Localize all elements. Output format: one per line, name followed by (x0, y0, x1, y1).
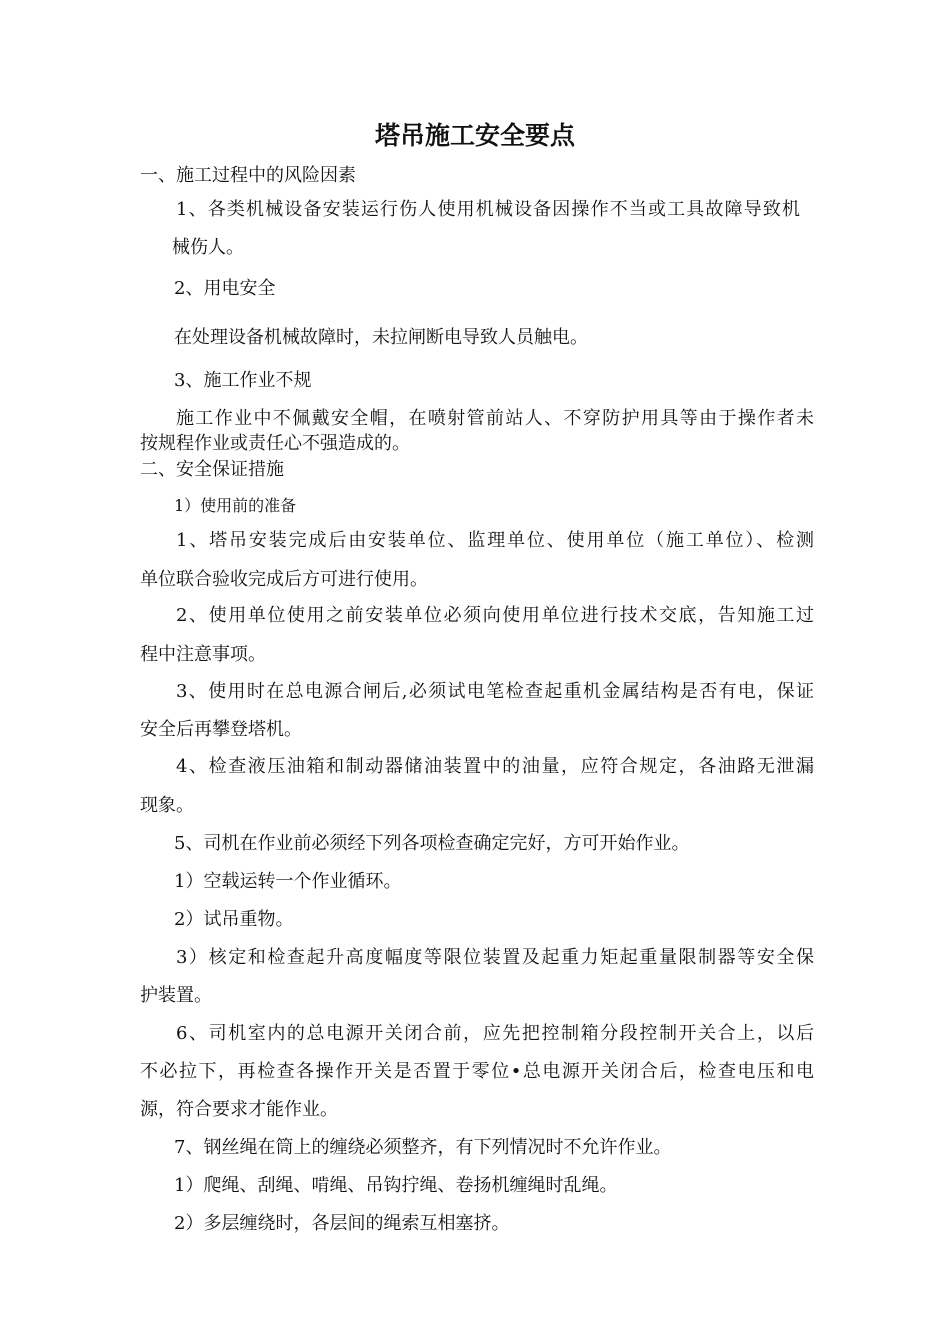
paragraph-line: 施工作业中不佩戴安全帽，在喷射管前站人、不穿防护用具等由于操作者未 (176, 408, 814, 429)
list-item: 3）核定和检查起升高度幅度等限位装置及起重力矩起重量限制器等安全保 (176, 947, 814, 968)
paragraph-line: 单位联合验收完成后方可进行使用。 (140, 569, 428, 590)
paragraph-line: 源，符合要求才能作业。 (140, 1099, 338, 1120)
paragraph-line: 1、塔吊安装完成后由安装单位、监理单位、使用单位（施工单位）、检测 (176, 530, 814, 551)
document-title: 塔吊施工安全要点 (374, 121, 575, 150)
paragraph-line: 安全后再攀登塔机。 (140, 719, 302, 740)
paragraph-line: 6、司机室内的总电源开关闭合前，应先把控制箱分段控制开关合上，以后 (176, 1023, 814, 1044)
section-heading: 二、安全保证措施 (140, 459, 284, 480)
list-item: 2）试吊重物。 (174, 909, 294, 930)
list-item: 2）多层缠绕时，各层间的绳索互相塞挤。 (174, 1213, 510, 1234)
paragraph-line: 1、各类机械设备安装运行伤人使用机械设备因操作不当或工具故障导致机 (176, 199, 800, 220)
paragraph-line: 5、司机在作业前必须经下列各项检查确定完好，方可开始作业。 (174, 833, 690, 854)
paragraph-line: 在处理设备机械故障时，未拉闸断电导致人员触电。 (174, 327, 588, 348)
paragraph-line: 7、钢丝绳在筒上的缠绕必须整齐，有下列情况时不允许作业。 (174, 1137, 672, 1158)
subsection-heading: 2、用电安全 (174, 278, 276, 299)
paragraph-line: 程中注意事项。 (140, 644, 266, 665)
section-heading: 一、施工过程中的风险因素 (140, 165, 356, 186)
paragraph-line: 3、使用时在总电源合闸后,必须试电笔检查起重机金属结构是否有电，保证 (176, 681, 814, 702)
paragraph-line: 械伤人。 (172, 237, 244, 258)
paragraph-line: 2、使用单位使用之前安装单位必须向使用单位进行技术交底，告知施工过 (176, 605, 814, 626)
paragraph-line: 4、检查液压油箱和制动器储油装置中的油量，应符合规定，各油路无泄漏 (176, 756, 814, 777)
list-item: 1）爬绳、刮绳、啃绳、吊钩拧绳、卷扬机缠绳时乱绳。 (174, 1175, 618, 1196)
list-item: 1）空载运转一个作业循环。 (174, 871, 402, 892)
paragraph-line: 现象。 (140, 795, 194, 816)
paragraph-line: 不必拉下，再检查各操作开关是否置于零位•总电源开关闭合后，检查电压和电 (140, 1061, 814, 1082)
subsection-heading: 3、施工作业不规 (174, 370, 312, 391)
paragraph-line: 护装置。 (140, 985, 212, 1006)
paragraph-line: 按规程作业或责任心不强造成的。 (140, 433, 410, 454)
subsection-heading: 1）使用前的准备 (174, 496, 297, 515)
